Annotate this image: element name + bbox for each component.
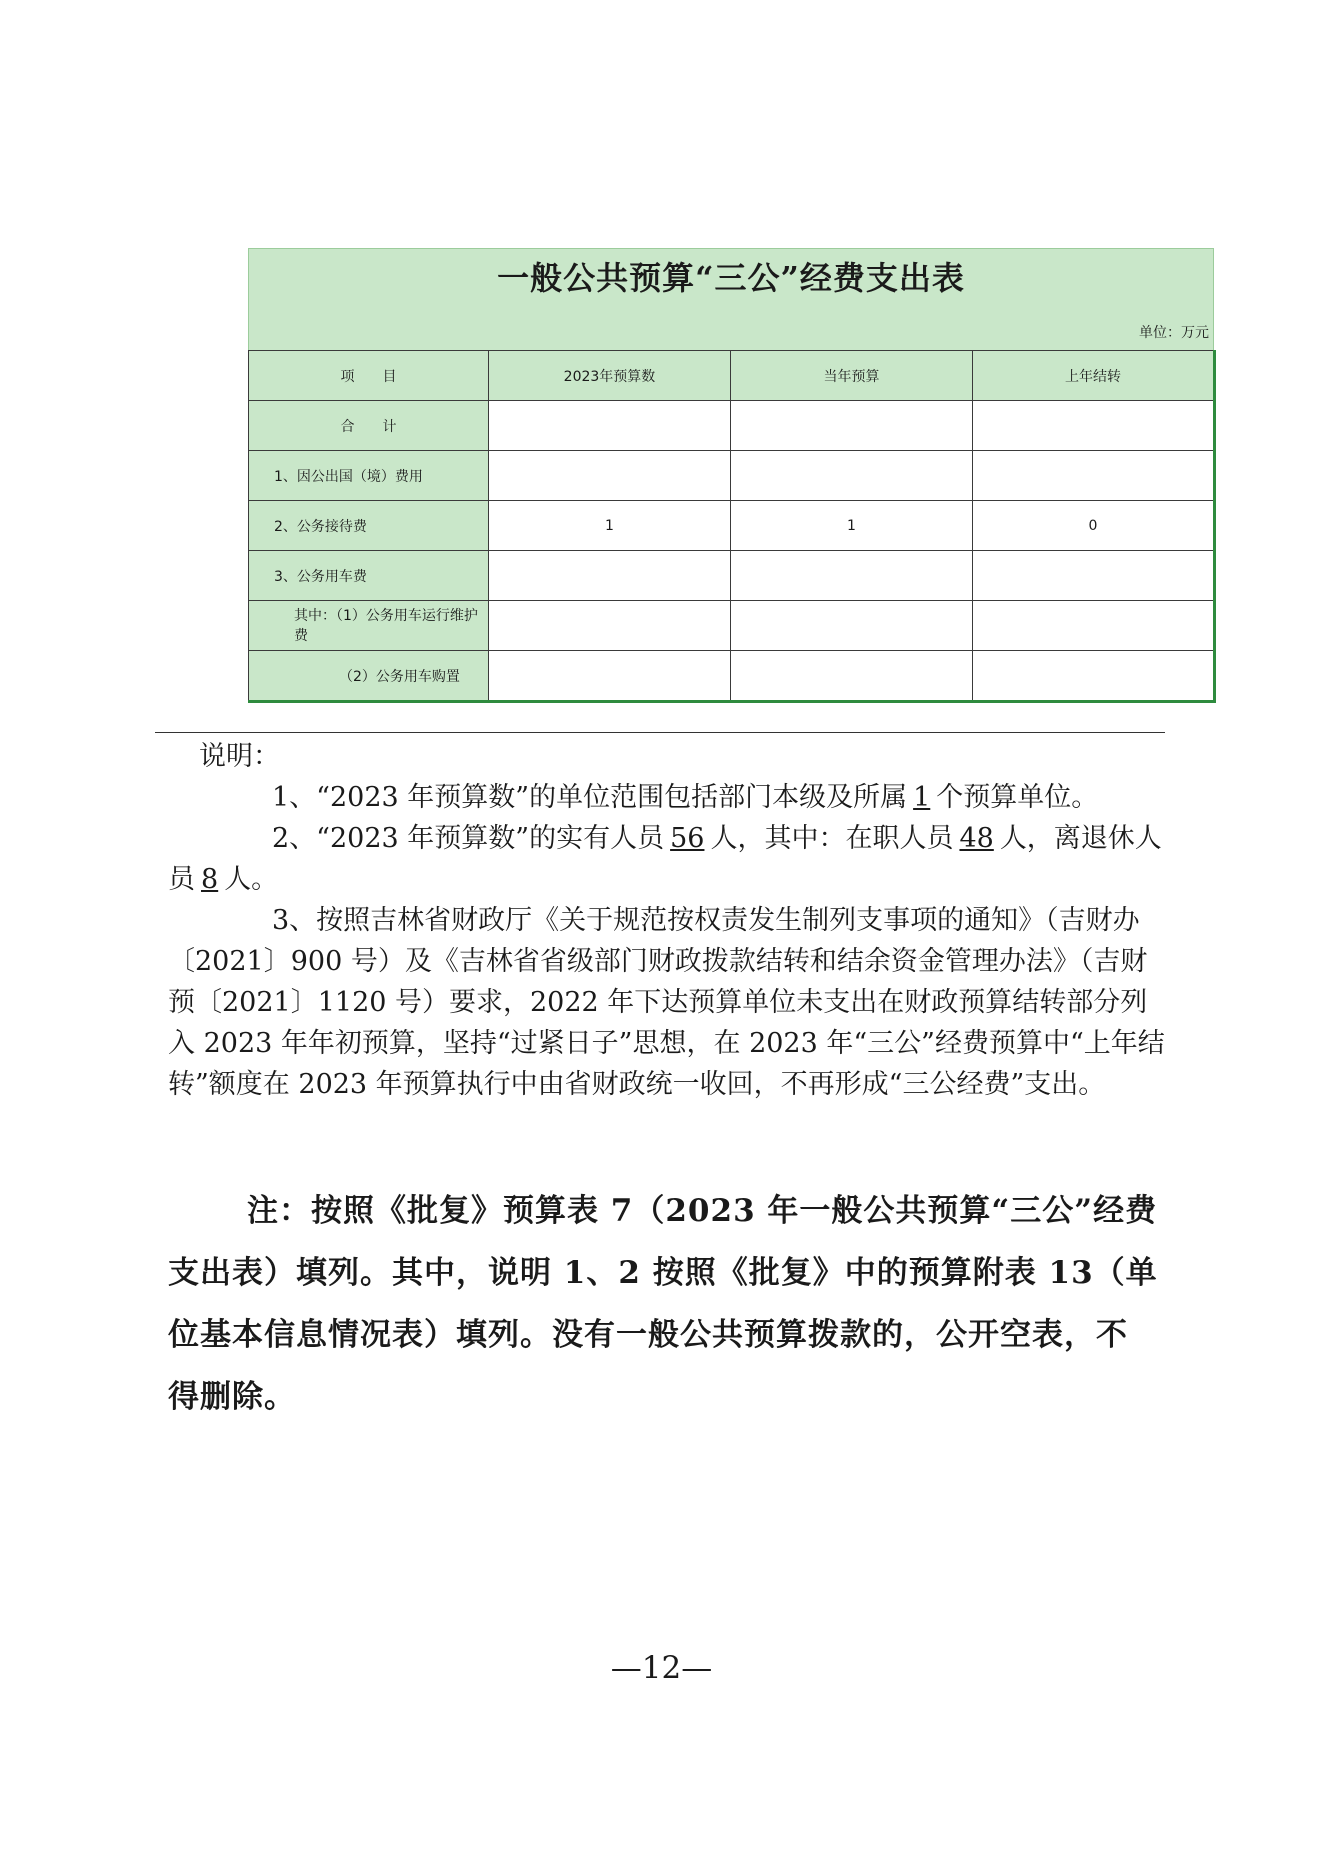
table-title: 一般公共预算“三公”经费支出表 xyxy=(248,248,1214,302)
row-label: 2、公务接待费 xyxy=(249,501,489,551)
table-row-vehicle-maintenance xyxy=(249,601,1215,651)
row-label: 其中：（1）公务用车运行维护费 xyxy=(249,601,489,651)
row-label: 3、公务用车费 xyxy=(249,551,489,601)
note-1 xyxy=(168,777,1168,818)
remark-note xyxy=(168,1180,1158,1428)
note-1-text-a: 1、“2023 年预算数”的单位范围包括部门本级及所属 xyxy=(272,782,908,813)
note-3: 3、按照吉林省财政厅《关于规范按权责发生制列支事项的通知》（吉财办〔2021〕900 号）及《吉林省省级部门财政拨款结转和结余资金管理办法》（吉财预〔2021〕1120 号）要求，2022 年下达预算单位未支出在财政预算结转部分列入 2023 年年初预算，坚持“过紧日子”思想，在 2023 年“三公”经费预算中“上年结转”额度在 2023 年预算执行中由省财政统一收回，不再形成“三公经费”支出。 xyxy=(168,905,1165,1100)
note-2-text-c: 人，离退休人员 xyxy=(168,823,1162,895)
row-label: 合 计 xyxy=(249,401,489,451)
note-2-total-staff: 56 xyxy=(670,823,705,854)
header-2023-budget: 2023年预算数 xyxy=(489,351,731,401)
cell-current-year: 1 xyxy=(731,501,973,551)
cell-current-year xyxy=(731,401,973,451)
cell-2023-budget xyxy=(489,551,731,601)
cell-prior-carryover: 0 xyxy=(973,501,1215,551)
table-row-overseas xyxy=(249,451,1215,501)
cell-prior-carryover xyxy=(973,651,1215,702)
note-1-unit-count: 1 xyxy=(913,782,931,813)
note-1-text-b: 个预算单位。 xyxy=(936,782,1099,813)
header-current-year: 当年预算 xyxy=(731,351,973,401)
table-row-total xyxy=(249,401,1215,451)
note-2-active-staff: 48 xyxy=(959,823,994,854)
row-label: 1、因公出国（境）费用 xyxy=(249,451,489,501)
note-2-text-b: 人，其中：在职人员 xyxy=(710,823,954,854)
note-2-text-a: 2、“2023 年预算数”的实有人员 xyxy=(272,823,665,854)
cell-2023-budget: 1 xyxy=(489,501,731,551)
cell-current-year xyxy=(731,601,973,651)
cell-current-year xyxy=(731,551,973,601)
cell-prior-carryover xyxy=(973,401,1215,451)
cell-2023-budget xyxy=(489,451,731,501)
three-public-expense-table xyxy=(248,248,1214,703)
table-header-row xyxy=(249,351,1215,401)
table-row-vehicle xyxy=(249,551,1215,601)
page-number: —12— xyxy=(610,1650,713,1686)
note-2-retired-staff: 8 xyxy=(201,864,219,895)
divider-line xyxy=(155,732,1165,733)
cell-2023-budget xyxy=(489,651,731,702)
cell-prior-carryover xyxy=(973,451,1215,501)
cell-prior-carryover xyxy=(973,601,1215,651)
table-row-reception xyxy=(249,501,1215,551)
note-2-text-d: 人。 xyxy=(224,864,279,895)
expense-grid xyxy=(248,350,1216,703)
unit-label: 单位：万元 xyxy=(248,302,1214,350)
cell-current-year xyxy=(731,651,973,702)
remark-text: 注：按照《批复》预算表 7（2023 年一般公共预算“三公”经费支出表）填列。其中，说明 1、2 按照《批复》中的预算附表 13（单位基本信息情况表）填列。没有一般公共预算拨款的，公开空表，不得删除。 xyxy=(168,1193,1158,1415)
cell-2023-budget xyxy=(489,401,731,451)
row-label: （2）公务用车购置 xyxy=(249,651,489,702)
notes-section xyxy=(168,736,1168,1105)
notes-heading: 说明： xyxy=(199,741,280,772)
cell-2023-budget xyxy=(489,601,731,651)
header-prior-carryover: 上年结转 xyxy=(973,351,1215,401)
cell-prior-carryover xyxy=(973,551,1215,601)
note-2 xyxy=(168,818,1168,900)
header-item: 项 目 xyxy=(249,351,489,401)
table-row-vehicle-purchase xyxy=(249,651,1215,702)
cell-current-year xyxy=(731,451,973,501)
